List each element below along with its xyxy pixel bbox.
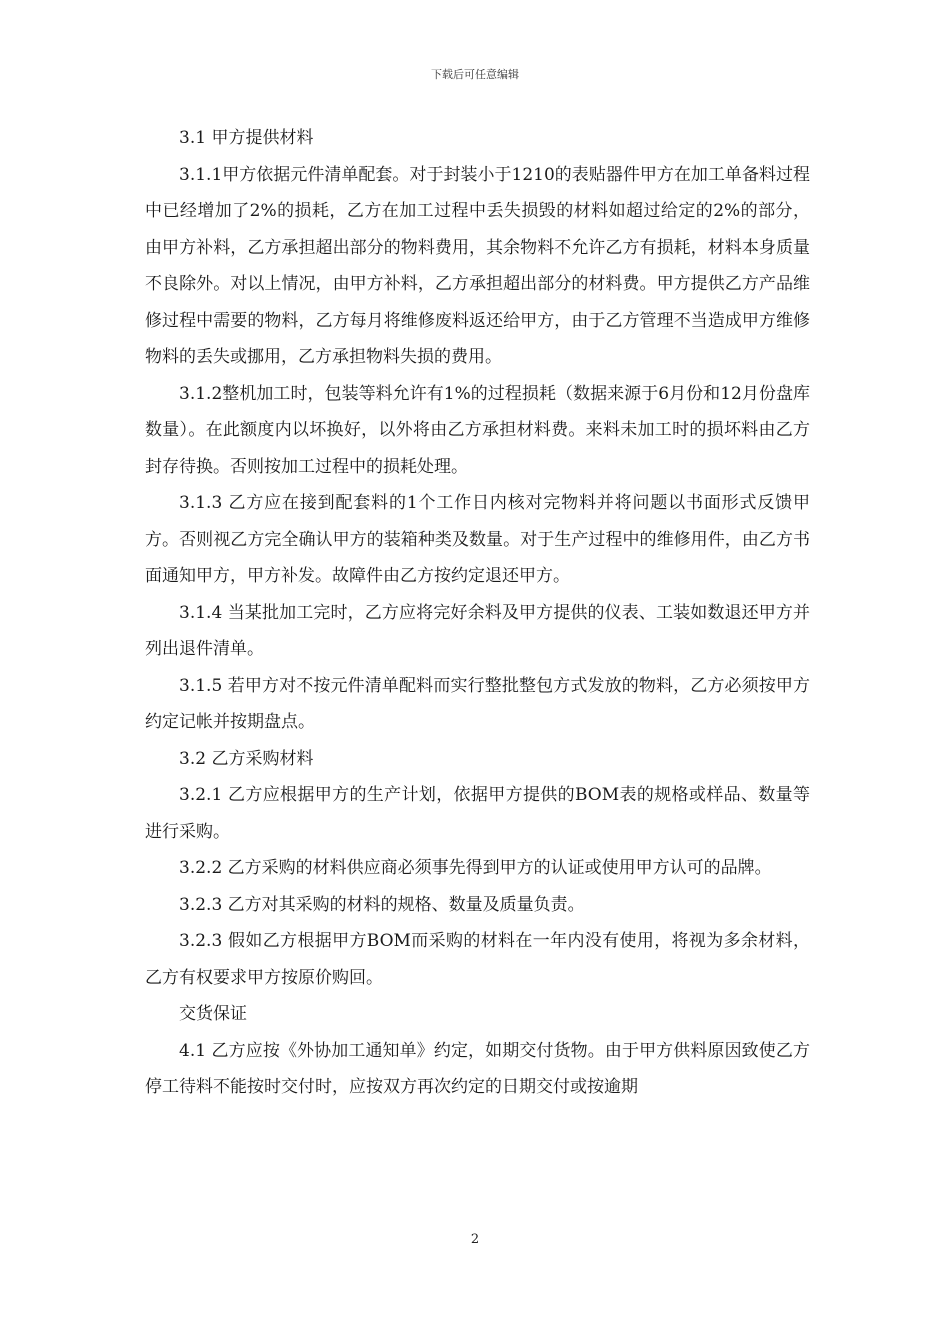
paragraph-3-1-5: 3.1.5 若甲方对不按元件清单配料而实行整批整包方式发放的物料，乙方必须按甲方约定记帐并按期盘点。 — [145, 675, 810, 732]
section-heading-delivery: 交货保证 — [179, 1004, 247, 1024]
section-heading-3-1: 3.1 甲方提供材料 — [179, 128, 314, 148]
paragraph-3-2-3-b: 3.2.3 假如乙方根据甲方BOM而采购的材料在一年内没有使用，将视为多余材料，乙方有权要求甲方按原价购回。 — [145, 931, 810, 988]
paragraph-3-1-4: 3.1.4 当某批加工完时，乙方应将完好余料及甲方提供的仪表、工装如数退还甲方并列出退件清单。 — [145, 602, 810, 659]
document-body — [145, 120, 810, 1106]
paragraph-4-1: 4.1 乙方应按《外协加工通知单》约定，如期交付货物。由于甲方供料原因致使乙方停工待料不能按时交付时，应按双方再次约定的日期交付或按逾期 — [145, 1040, 810, 1097]
paragraph-3-1-2: 3.1.2整机加工时，包装等料允许有1%的过程损耗（数据来源于6月份和12月份盘库数量）。在此额度内以坏换好，以外将由乙方承担材料费。来料未加工时的损坏料由乙方封存待换。否则按加工过程中的损耗处理。 — [145, 383, 810, 477]
section-heading-3-2: 3.2 乙方采购材料 — [179, 748, 314, 769]
paragraph-3-1-3: 3.1.3 乙方应在接到配套料的1个工作日内核对完物料并将问题以书面形式反馈甲方。否则视乙方完全确认甲方的装箱种类及数量。对于生产过程中的维修用件，由乙方书面通知甲方，甲方补发。故障件由乙方按约定退还甲方。 — [145, 493, 810, 586]
page-header: 下载后可任意编辑 — [431, 68, 519, 81]
paragraph-3-2-1: 3.2.1 乙方应根据甲方的生产计划，依据甲方提供的BOM表的规格或样品、数量等进行采购。 — [145, 785, 810, 842]
paragraph-3-2-2: 3.2.2 乙方采购的材料供应商必须事先得到甲方的认证或使用甲方认可的品牌。 — [179, 858, 772, 878]
paragraph-3-1-1: 3.1.1甲方依据元件清单配套。对于封装小于1210的表贴器件甲方在加工单备料过程中已经增加了2%的损耗，乙方在加工过程中丢失损毁的材料如超过给定的2%的部分，由甲方补料，乙方承担超出部分的物料费用，其余物料不允许乙方有损耗，材料本身质量不良除外。对以上情况，由甲方补料，乙方承担超出部分的材料费。甲方提供乙方产品维修过程中需要的物料，乙方每月将维修废料返还给甲方，由于乙方管理不当造成甲方维修物料的丢失或挪用，乙方承担物料失损的费用。 — [145, 164, 810, 367]
page-number: 2 — [470, 1232, 480, 1247]
paragraph-3-2-3: 3.2.3 乙方对其采购的材料的规格、数量及质量负责。 — [179, 894, 585, 915]
